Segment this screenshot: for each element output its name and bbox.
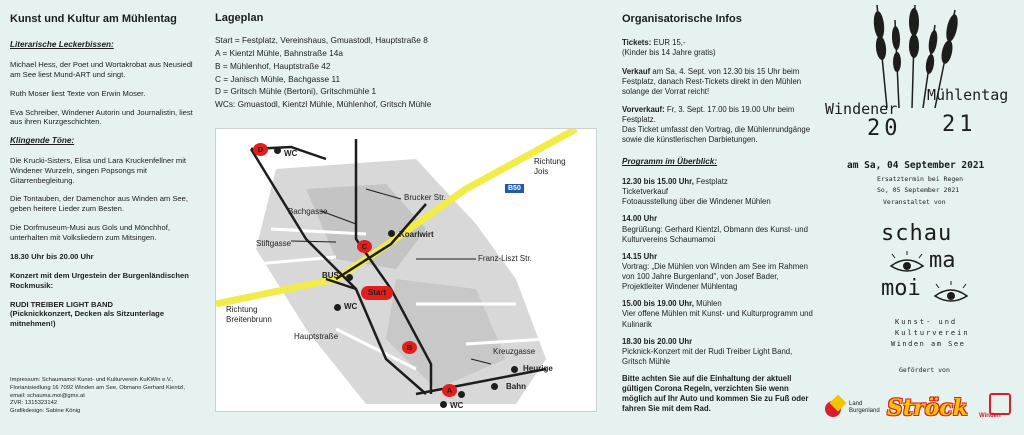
lageplan-column <box>205 0 610 435</box>
music-paragraph: Die Tontauben, der Damenchor aus Winden am See, geben heitere Lieder zum Besten. <box>10 194 188 214</box>
programm-description: Picknick-Konzert mit der Rudi Treiber Light Band, Gritsch Mühle <box>622 346 793 366</box>
programm-place: Mühlen <box>693 299 722 309</box>
tickets-info <box>622 38 817 58</box>
b50-badge: B50 <box>504 183 525 194</box>
label-kreuzgasse: Kreuzgasse <box>493 347 536 356</box>
location-dot <box>511 366 518 373</box>
legend-line: A = Kientzl Mühle, Bahnstraße 14a <box>215 47 343 58</box>
schaumamoi-schau: schau <box>881 221 953 246</box>
label-bus: BUS <box>322 271 339 280</box>
location-dot <box>388 230 395 237</box>
org-title: Organisatorische Infos <box>622 13 742 25</box>
land-logo-text <box>849 401 880 414</box>
marker-a: A <box>442 384 457 397</box>
music-heading: Klingende Töne: <box>10 136 75 146</box>
literature-paragraph: Eva Schreiber, Windener Autorin und Journalistin, liest aus ihren Kurzgeschichten. <box>10 107 193 127</box>
programm-item <box>622 214 817 244</box>
programm-time: 18.30 bis 20.00 Uhr <box>622 336 693 346</box>
legend-line: WCs: Gmuastodl, Kientzl Mühle, Mühlenhof, Gritsch Mühle <box>215 99 432 110</box>
label-hauptstrasse: Hauptstraße <box>294 332 339 341</box>
legend-line: C = Janisch Mühle, Bachgasse 11 <box>215 73 341 84</box>
impressum-line: ZVR: 1315323142 <box>10 400 58 407</box>
marker-d: D <box>253 143 268 156</box>
org-column <box>612 0 817 435</box>
programm-heading: Programm im Überblick: <box>622 157 718 167</box>
programm-time: 15.00 bis 19.00 Uhr, <box>622 299 694 309</box>
label-richtung-jois: Richtung Jois <box>534 157 566 176</box>
event-date: am Sa, 04 September 2021 <box>847 160 985 171</box>
verkauf-info <box>622 67 817 97</box>
verkauf-text: am Sa, 4. Sept. von 12.30 bis 15 Uhr beim Festplatz, danach Rest-Tickets direkt in den Mühlen solange der Vorrat reicht! <box>622 66 802 96</box>
brand-year-right: 21 <box>942 112 977 137</box>
label-franz-liszt-str: Franz-Liszt Str. <box>478 254 532 263</box>
music-paragraph: Die Dorfmuseum-Musi aus Gols und Mönchhof, unterhalten mit Volksliedern zum Mitsingen. <box>10 223 170 243</box>
band-note: (Picknickkonzert, Decken als Sitzunterlage mitnehmen!) <box>10 309 165 329</box>
rain-date: So, 05 September 2021 <box>877 186 960 194</box>
location-dot <box>346 274 353 281</box>
programm-item <box>622 299 817 329</box>
programm-place: Festplatz <box>693 177 728 187</box>
impressum-line: Grafikdesign: Sabine König <box>10 408 81 415</box>
stroeck-logo-text: Ströck <box>887 395 968 421</box>
impressum-email: email: schauma.moi@gmx.at <box>10 392 85 399</box>
marker-c: C <box>357 240 372 253</box>
brand-column <box>817 0 1024 435</box>
programm-description: Vortrag: „Die Mühlen von Winden am See im Rahmen von 100 Jahre Burgenland", von Josef Bader, Projektleiter Windener Mühlentag <box>622 261 808 292</box>
village-map <box>215 128 597 412</box>
tickets-label: Tickets: <box>622 38 652 48</box>
land-logo-text-2: Burgenland <box>849 407 880 414</box>
legend-line: D = Gritsch Mühle (Bertoni), Gritschmühle 1 <box>215 86 377 97</box>
brand-muehlentag: Mühlentag <box>927 86 1009 104</box>
location-dot <box>458 391 465 398</box>
verein-line3: Winden am See <box>891 340 966 348</box>
literature-paragraph: Ruth Moser liest Texte von Erwin Moser. <box>10 88 146 98</box>
corona-notice: Bitte achten Sie auf die Einhaltung der aktuell gültigen Corona Regeln, verzichten Sie wenn möglich auf Ihr Auto und kommen Sie zu Fuß oder fahren Sie mit dem Rad. <box>622 374 809 414</box>
location-dot <box>440 401 447 408</box>
brand-year-left: 20 <box>867 116 902 141</box>
programm-description: Ticketverkauf Fotoausstellung über die Windener Mühlen <box>622 187 771 207</box>
stroeck-logo <box>887 391 969 421</box>
legend-line: B = Mühlenhof, Hauptstraße 42 <box>215 60 331 71</box>
label-wc-a: WC <box>450 401 464 410</box>
literature-paragraph: Michael Hess, der Poet und Wortakrobat aus Neusiedl am See liest Mund-ART und singt. <box>10 59 193 79</box>
label-koarlwirt: Koarlwirt <box>399 230 434 239</box>
kultur-column <box>0 0 200 435</box>
label-wc-d: WC <box>284 149 298 158</box>
concert-time: 18.30 Uhr bis 20.00 Uhr <box>10 251 94 261</box>
land-logo-text-1: Land <box>849 401 863 407</box>
verein-line2: Kulturverein <box>895 329 970 337</box>
land-burgenland-logo <box>825 391 883 421</box>
programm-time: 12.30 bis 15.00 Uhr, <box>622 177 694 187</box>
impressum-line: Florianisiedlung 16 7092 Winden am See, Obmann Gerhard Kientzl, <box>10 384 185 391</box>
programm-time: 14.00 Uhr <box>622 214 658 224</box>
organizer-label: Veranstaltet von <box>883 198 946 206</box>
rain-date-label: Ersatztermin bei Regen <box>877 175 964 183</box>
music-paragraph: Die Krucki-Sisters, Elisa und Lara Kruckenfellner mit Windener Wurzeln, singen Popsongs mit Gitarrenbegleitung. <box>10 155 186 185</box>
tickets-price: EUR 15,- <box>651 38 686 48</box>
literature-heading: Literarische Leckerbissen: <box>10 40 114 50</box>
lageplan-title: Lageplan <box>215 12 264 24</box>
programm-time: 14.15 Uhr <box>622 251 658 261</box>
location-dot <box>274 147 281 154</box>
label-heurige: Heurige <box>523 364 553 373</box>
winden-logo-text: Winden <box>979 413 1001 419</box>
lageplan-legend <box>215 34 610 111</box>
impressum-line: Impressum: Schaumamoi Kunst- und Kulturverein KuKWin e.V., <box>10 377 174 383</box>
label-wc-start: WC <box>344 302 358 311</box>
label-bahn: Bahn <box>506 382 526 391</box>
band-name: RUDI TREIBER LIGHT BAND <box>10 299 113 309</box>
schaumamoi-ma: ma <box>929 248 956 273</box>
verkauf-label: Verkauf <box>622 66 651 76</box>
verein-line1: Kunst- und <box>895 318 958 326</box>
winden-logo <box>975 391 1019 421</box>
programm-list <box>622 177 817 367</box>
schaumamoi-moi: moi <box>881 276 921 301</box>
programm-item <box>622 337 817 367</box>
kultur-title: Kunst und Kultur am Mühlentag <box>10 13 177 25</box>
vorverkauf-info <box>622 105 817 146</box>
programm-item <box>622 252 817 293</box>
marker-b: B <box>402 341 417 354</box>
label-richtung-breitenbrunn: Richtung Breitenbrunn <box>226 305 272 324</box>
legend-line: Start = Festplatz, Vereinshaus, Gmuastodl, Hauptstraße 8 <box>215 35 428 45</box>
brand-windener: Windener <box>825 100 898 118</box>
tickets-note: (Kinder bis 14 Jahre gratis) <box>622 48 716 58</box>
impressum <box>10 377 185 416</box>
eyes-icon <box>817 240 1024 320</box>
marker-start: Start <box>361 286 393 300</box>
ticket-scope: Das Ticket umfasst den Vortrag, die Mühlenrundgänge sowie die künstlerischen Darbietungen. <box>622 125 811 145</box>
label-bachgasse: Bachgasse <box>288 207 328 216</box>
programm-description: Begrüßung: Gerhard Kientzl, Obmann des Kunst- und Kulturvereins Schaumamoi <box>622 224 808 244</box>
winden-logo-mark <box>989 393 1011 415</box>
label-stiftgasse: Stiftgasse <box>256 239 292 248</box>
location-dot <box>334 304 341 311</box>
programm-item <box>622 177 817 207</box>
vorverkauf-label: Vorverkauf: <box>622 104 665 114</box>
programm-description: Vier offene Mühlen mit Kunst- und Kulturprogramm und Kulinarik <box>622 309 813 329</box>
label-brucker-str: Brucker Str. <box>404 193 446 202</box>
location-dot <box>491 383 498 390</box>
concert-intro: Konzert mit dem Urgestein der Burgenländischen Rockmusik: <box>10 270 189 290</box>
sponsor-label: Gefördert von <box>899 366 950 374</box>
vorverkauf-text: Fr, 3. Sept. 17.00 bis 19.00 Uhr beim Festplatz. <box>622 104 795 125</box>
